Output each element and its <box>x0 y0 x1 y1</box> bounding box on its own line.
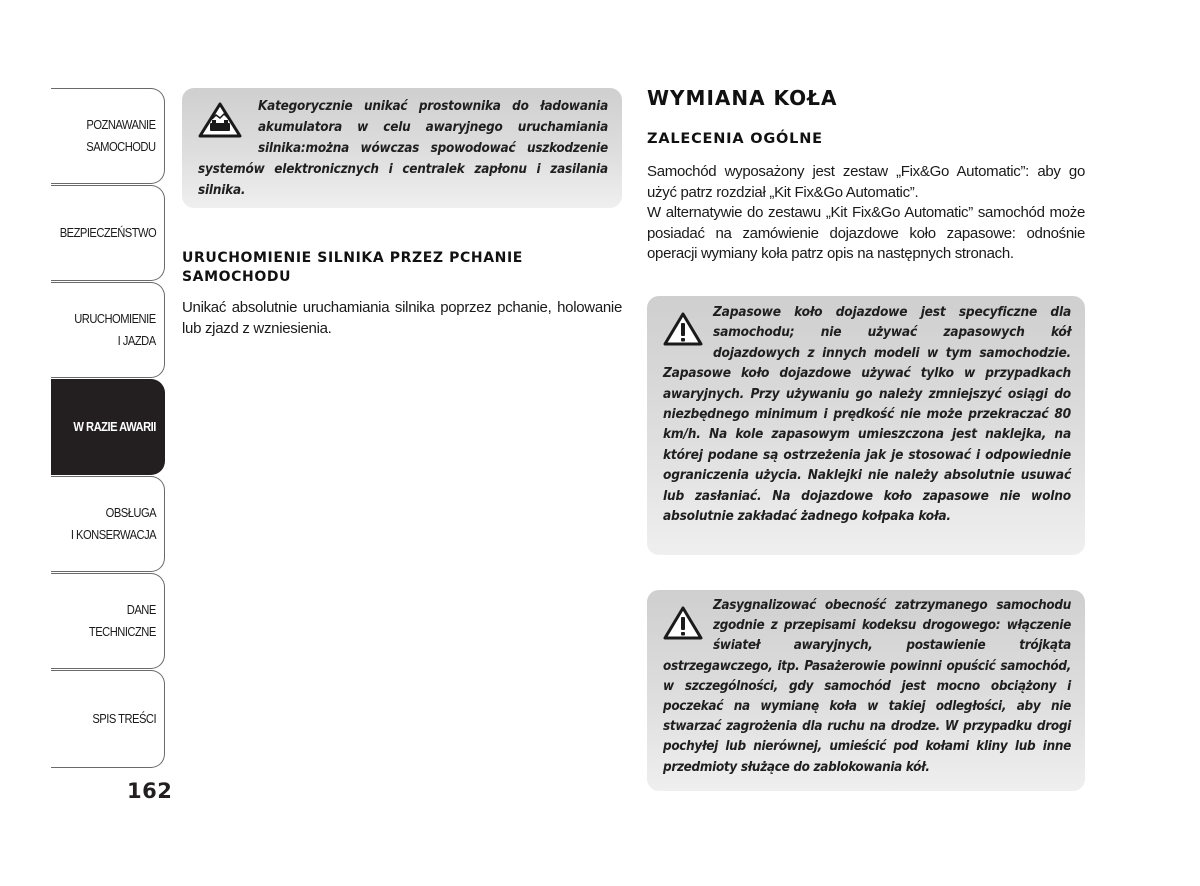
tab-label: SPIS TREŚCI <box>92 711 156 726</box>
page-number: 162 <box>127 779 173 803</box>
tab-label: OBSŁUGA I KONSERWACJA <box>70 505 156 542</box>
tab-label: POZNAWANIE SAMOCHODU <box>86 117 156 154</box>
tab-label: W RAZIE AWARII <box>73 419 156 434</box>
hazard-warning-text: Zasygnalizować obecność zatrzymanego samochodu zgodnie z przepisami kodeksu drogowego: włączenie świateł awaryjnych, postawienie trójkąta ostrzegawczego, itp. Pasażerowie powinni opuścić samochód, w szczególności, gdy samochód jest mocno obciążony i poczekać na wymianę koła w takiej odległości, aby nie stwarzać zagrożenia dla ruchu na drodze. W przypadku drogi pochyłej lub nierównej, umieścić pod kołami kliny lub inne przedmioty służące do zablokowania kół. <box>663 598 1071 775</box>
general-text-line1: Samochód wyposażony jest zestaw „Fix&Go Automatic”: aby go użyć patrz rozdział „Kit Fix&Go Automatic”. <box>647 163 1085 201</box>
tab-label: BEZPIECZEŃSTWO <box>59 225 156 240</box>
push-start-heading: URUCHOMIENIE SILNIKA PRZEZ PCHANIE SAMOCHODU <box>182 250 523 285</box>
battery-warning-icon <box>198 102 242 145</box>
general-text-line2: W alternatywie do zestawu „Kit Fix&Go Automatic” samochód może posiadać na zamówienie dojazdowe koło zapasowe: odnośnie operacji wymiany koła patrz opis na następnych stronach. <box>647 204 1085 262</box>
tab-poznawanie-samochodu[interactable] <box>51 88 165 184</box>
tab-obsluga-i-konserwacja[interactable] <box>51 476 165 572</box>
general-text <box>647 162 1085 265</box>
chapter-tabs <box>51 88 165 769</box>
page-title: WYMIANA KOŁA <box>647 86 838 110</box>
battery-warning-box <box>182 88 622 208</box>
tab-bezpieczenstwo[interactable] <box>51 185 165 281</box>
tab-uruchomienie-i-jazda[interactable] <box>51 282 165 378</box>
push-start-text: Unikać absolutnie uruchamiania silnika poprzez pchanie, holowanie lub zjazd z wzniesienia. <box>182 299 622 337</box>
general-heading: ZALECENIA OGÓLNE <box>647 131 823 147</box>
spare-wheel-warning-box <box>647 296 1085 555</box>
tab-spis-tresci[interactable] <box>51 670 165 768</box>
tab-label: URUCHOMIENIE I JAZDA <box>74 311 156 348</box>
tab-w-razie-awarii[interactable] <box>51 379 165 475</box>
warning-triangle-icon <box>663 312 703 352</box>
battery-warning-text: Kategorycznie unikać prostownika do ładowania akumulatora w celu awaryjnego uruchamiania silnika:można wówczas spowodować uszkodzenie systemów elektronicznych i centralek zapłonu i zasilania silnika. <box>198 99 608 198</box>
hazard-warning-box <box>647 590 1085 791</box>
tab-dane-techniczne[interactable] <box>51 573 165 669</box>
warning-triangle-icon <box>663 606 703 647</box>
spare-wheel-warning-text: Zapasowe koło dojazdowe jest specyficzne dla samochodu; nie używać zapasowych kół dojazdowych z innych modeli w tym samochodzie. Zapasowe koło dojazdowe używać tylko w przypadkach awaryjnych. Przy używaniu go należy zmniejszyć osiągi do niezbędnego minimum i prędkość nie może przekraczać 80 km/h. Na kole zapasowym umieszczona jest naklejka, na której podane są ostrzeżenia jak je stosować i odpowiednie ograniczenia użycia. Naklejki nie należy absolutnie usuwać lub zasłaniać. Na dojazdowe koło zapasowe nie wolno absolutnie zakładać żadnego kołpaka koła. <box>663 304 1071 525</box>
tab-label: DANE TECHNICZNE <box>89 602 156 639</box>
